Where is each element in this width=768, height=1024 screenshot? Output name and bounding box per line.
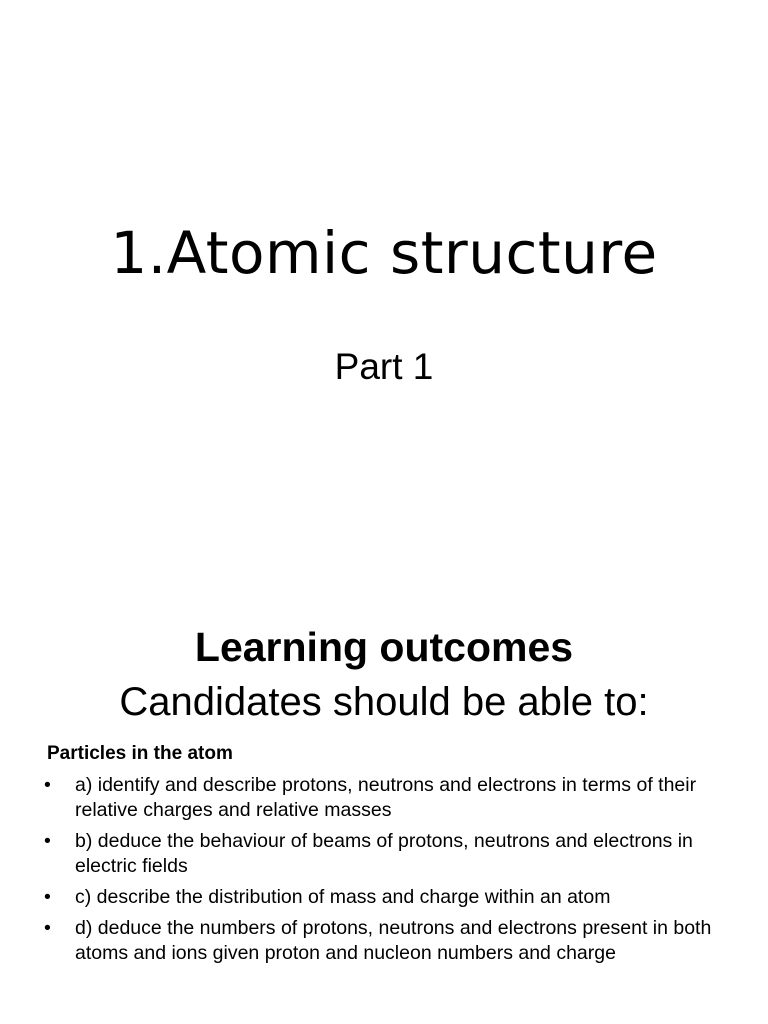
outcome-text: b) deduce the behaviour of beams of protons, neutrons and electrons in electric fields <box>75 830 693 877</box>
outcome-text: d) deduce the numbers of protons, neutrons and electrons present in both atoms and ions given proton and nucleon numbers and charge <box>75 917 712 964</box>
outcome-item <box>42 916 732 966</box>
learning-outcomes-slide <box>0 580 768 1024</box>
outcome-item <box>42 829 732 879</box>
outcomes-subheading: Candidates should be able to: <box>119 680 649 724</box>
outcome-item <box>42 773 732 823</box>
outcomes-list <box>42 773 732 972</box>
outcome-text: c) describe the distribution of mass and charge within an atom <box>75 886 611 908</box>
bullet-icon: • <box>44 830 51 852</box>
outcome-text: a) identify and describe protons, neutrons and electrons in terms of their relative charges and relative masses <box>75 774 697 821</box>
bullet-icon: • <box>44 917 51 939</box>
subtitle: Part 1 <box>334 346 434 387</box>
bullet-icon: • <box>44 774 51 796</box>
outcome-item <box>42 885 732 910</box>
outcomes-heading: Learning outcomes <box>194 624 574 670</box>
section-label: Particles in the atom <box>47 743 233 764</box>
main-title: 1.Atomic structure <box>110 219 658 287</box>
bullet-icon: • <box>44 886 51 908</box>
